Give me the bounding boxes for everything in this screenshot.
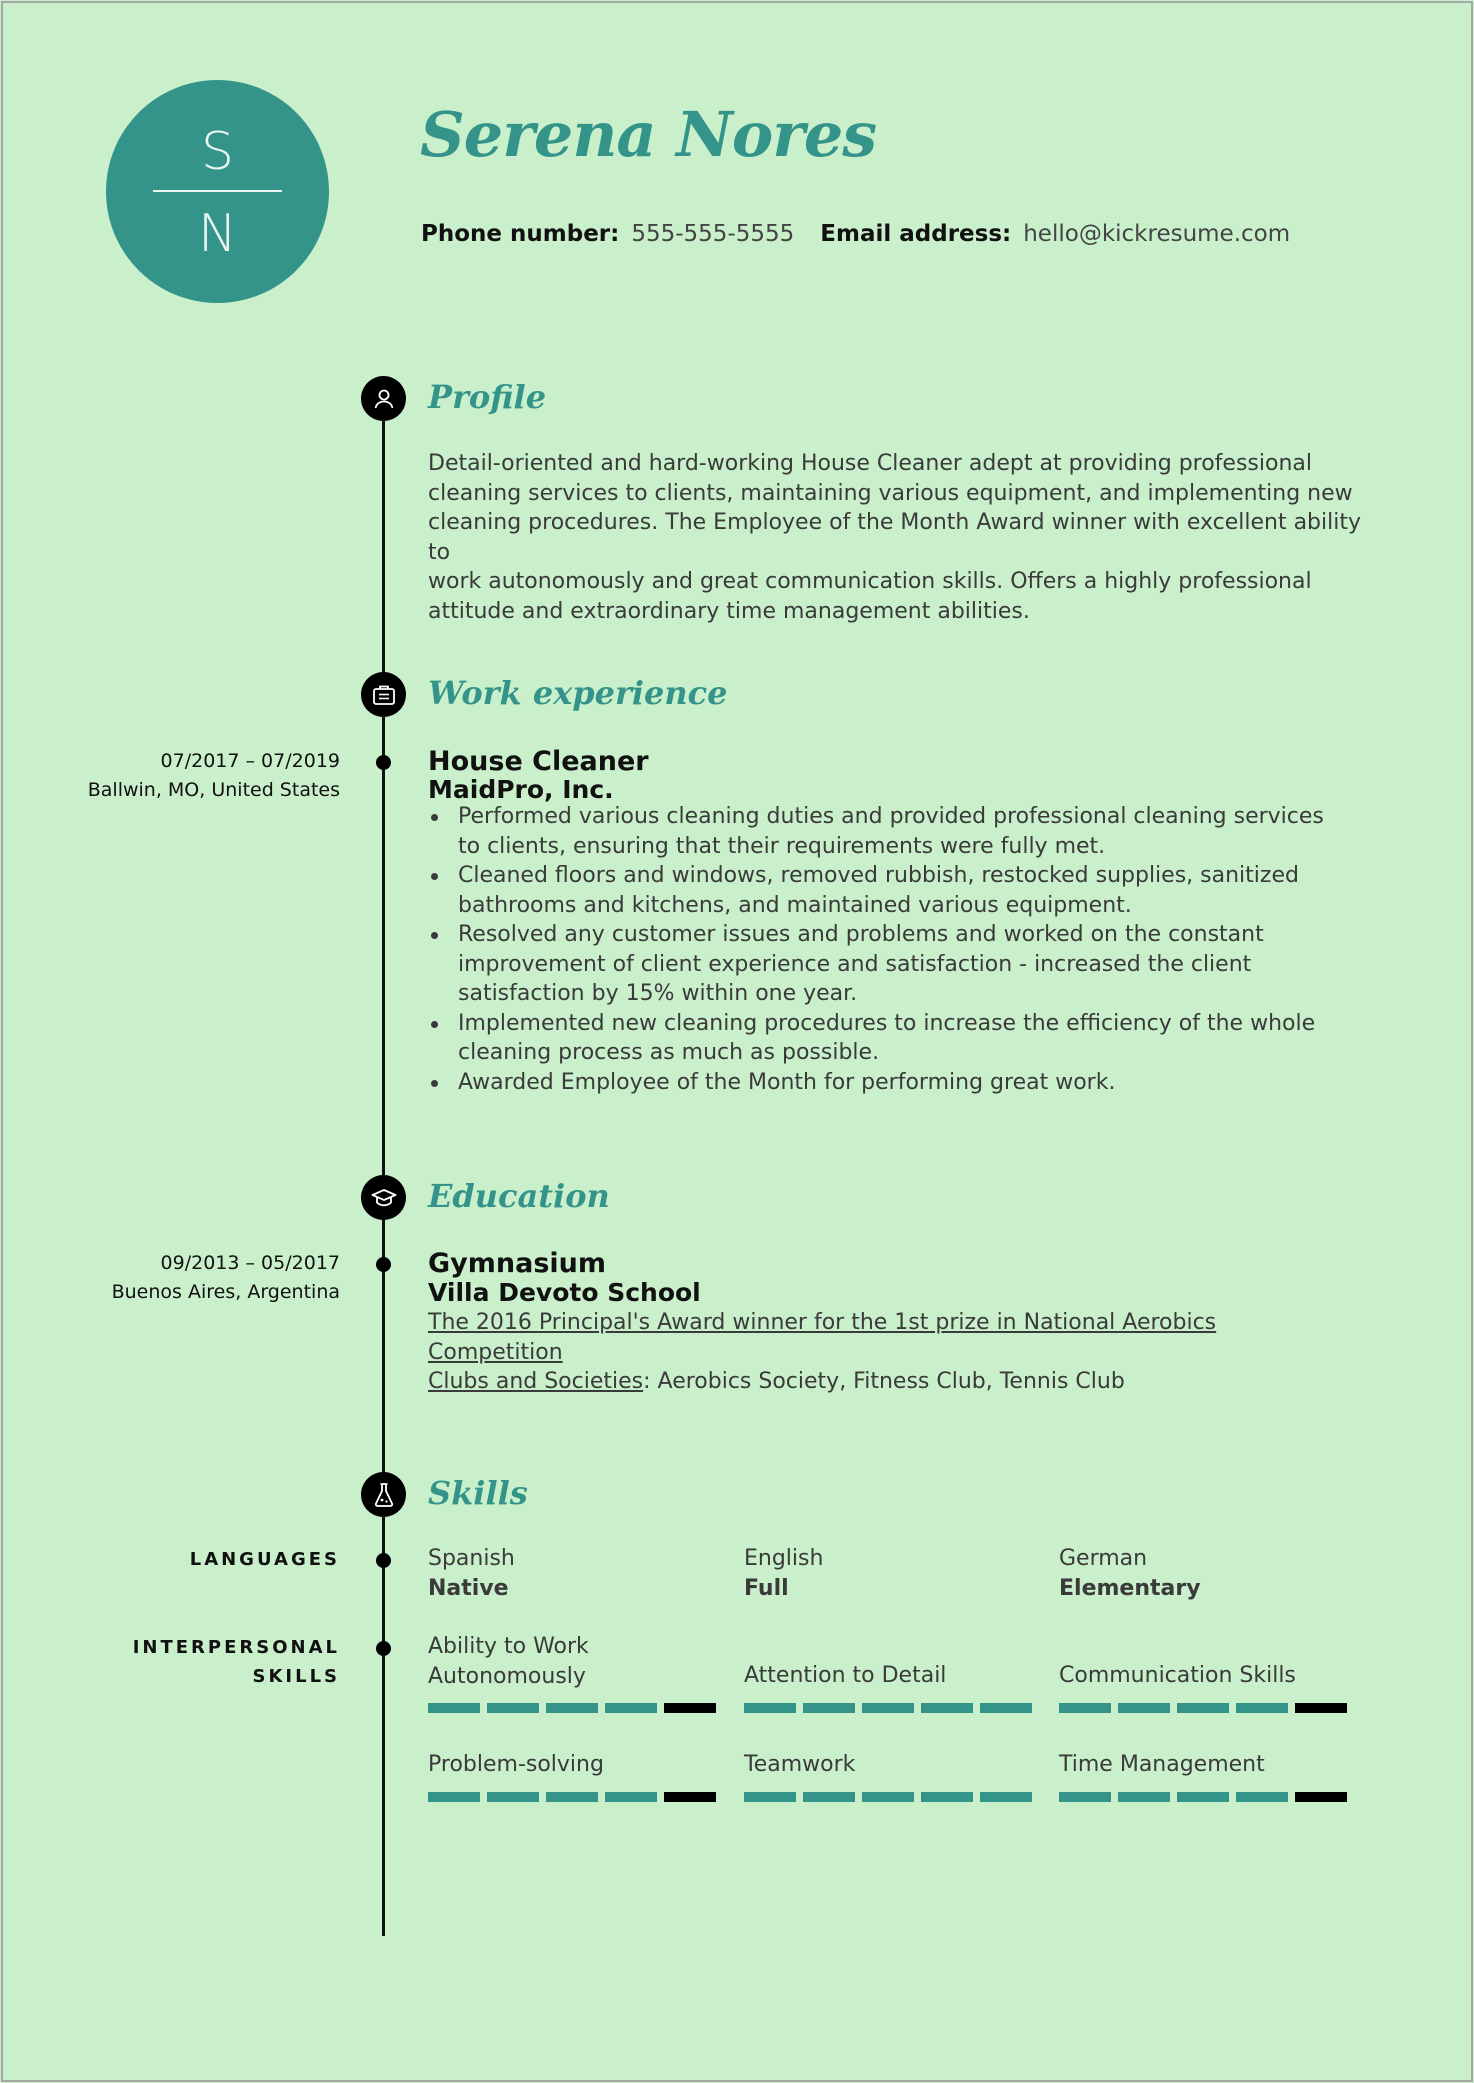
skill-rating-bar xyxy=(1059,1792,1359,1802)
skill-rating-bar xyxy=(1059,1703,1359,1713)
monogram-divider xyxy=(153,190,282,192)
profile-summary xyxy=(428,449,1378,626)
interpersonal-skills-label: INTERPERSONAL SKILLS xyxy=(132,1637,340,1687)
rating-segment xyxy=(546,1792,598,1802)
list-item: Performed various cleaning duties and provided professional cleaning services to clients, ensuring that their requirements were fully met. xyxy=(428,802,1328,861)
language-level: Native xyxy=(428,1575,509,1601)
education-dates: 09/2013 – 05/2017 xyxy=(160,1252,340,1274)
skill-item xyxy=(744,1661,1044,1713)
work-meta xyxy=(88,747,340,805)
education-degree: Gymnasium xyxy=(428,1248,607,1279)
skill-rating-bar xyxy=(428,1703,728,1713)
skill-rating-bar xyxy=(428,1792,728,1802)
profile-line: work autonomously and great communication skills. Offers a highly professional xyxy=(428,569,1312,594)
rating-segment xyxy=(605,1792,657,1802)
rating-segment xyxy=(428,1703,480,1713)
timeline-dot xyxy=(376,1553,391,1568)
language-name: German xyxy=(1059,1546,1148,1571)
rating-segment xyxy=(1236,1792,1288,1802)
monogram-initial-first: S xyxy=(200,122,234,182)
rating-segment xyxy=(1236,1703,1288,1713)
skill-name: Ability to Work xyxy=(428,1634,589,1659)
email-label: Email address: xyxy=(820,221,1012,247)
skill-item xyxy=(428,1632,728,1713)
rating-segment xyxy=(862,1792,914,1802)
monogram-initial-last: N xyxy=(198,204,237,264)
job-company: MaidPro, Inc. xyxy=(428,775,614,804)
rating-segment xyxy=(1177,1703,1229,1713)
timeline-dot xyxy=(376,1257,391,1272)
rating-segment xyxy=(744,1703,796,1713)
list-item: Resolved any customer issues and problems and worked on the constant improvement of client experience and satisfaction - increased the client satisfaction by 15% within one year. xyxy=(428,920,1328,1009)
profile-section-title: Profile xyxy=(428,378,547,416)
rating-segment xyxy=(428,1792,480,1802)
profile-line: cleaning services to clients, maintaining various equipment, and implementing new xyxy=(428,480,1353,506)
education-clubs xyxy=(428,1367,1328,1397)
candidate-name: Serena Nores xyxy=(420,98,877,171)
skill-name: Attention to Detail xyxy=(744,1663,947,1688)
email-value[interactable]: hello@kickresume.com xyxy=(1023,221,1291,247)
rating-segment xyxy=(1177,1792,1229,1802)
rating-segment xyxy=(487,1703,539,1713)
language-item xyxy=(1059,1544,1359,1603)
skill-name: Teamwork xyxy=(744,1752,856,1777)
education-meta xyxy=(112,1249,340,1307)
phone-label: Phone number: xyxy=(421,221,620,247)
language-item xyxy=(744,1544,1044,1603)
language-level: Elementary xyxy=(1059,1575,1201,1601)
education-details xyxy=(428,1308,1328,1397)
profile-line: Detail-oriented and hard-working House Cleaner adept at providing professional xyxy=(428,451,1312,476)
skill-item xyxy=(428,1750,728,1802)
list-item: Cleaned floors and windows, removed rubbish, restocked supplies, sanitized bathrooms and kitchens, and maintained various equipment. xyxy=(428,861,1328,920)
rating-segment xyxy=(1059,1792,1111,1802)
skills-section-title: Skills xyxy=(428,1474,528,1512)
language-name: English xyxy=(744,1546,824,1571)
rating-segment xyxy=(1118,1703,1170,1713)
rating-segment xyxy=(546,1703,598,1713)
languages-label: LANGUAGES xyxy=(189,1549,340,1570)
skill-rating-bar xyxy=(744,1792,1044,1802)
skill-item xyxy=(1059,1661,1359,1713)
work-bullets xyxy=(428,802,1328,1097)
profile-line: cleaning procedures. The Employee of the Month Award winner with excellent ability to xyxy=(428,510,1362,565)
list-item: Awarded Employee of the Month for performing great work. xyxy=(428,1068,1328,1098)
profile-line: attitude and extraordinary time management abilities. xyxy=(428,598,1030,624)
work-dates: 07/2017 – 07/2019 xyxy=(160,750,340,772)
skill-rating-bar xyxy=(744,1703,1044,1713)
rating-segment xyxy=(803,1703,855,1713)
job-title: House Cleaner xyxy=(428,746,649,777)
skill-name: Time Management xyxy=(1059,1752,1265,1777)
rating-segment xyxy=(862,1703,914,1713)
rating-segment xyxy=(664,1703,716,1713)
education-section-title: Education xyxy=(428,1177,610,1215)
work-section-title: Work experience xyxy=(428,674,728,712)
skill-name: Autonomously xyxy=(428,1663,586,1689)
timeline-dot xyxy=(376,755,391,770)
language-item xyxy=(428,1544,728,1603)
rating-segment xyxy=(921,1792,973,1802)
monogram-avatar xyxy=(106,80,329,303)
rating-segment xyxy=(744,1792,796,1802)
skill-item xyxy=(744,1750,1044,1802)
timeline-dot xyxy=(376,1641,391,1656)
rating-segment xyxy=(980,1792,1032,1802)
education-location: Buenos Aires, Argentina xyxy=(111,1281,340,1303)
phone-value: 555-555-5555 xyxy=(631,221,795,247)
rating-segment xyxy=(921,1703,973,1713)
work-briefcase-icon xyxy=(361,672,406,717)
rating-segment xyxy=(980,1703,1032,1713)
contact-info xyxy=(421,221,1290,247)
rating-segment xyxy=(1295,1792,1347,1802)
list-item: Implemented new cleaning procedures to increase the efficiency of the whole cleaning process as much as possible. xyxy=(428,1009,1328,1068)
rating-segment xyxy=(1059,1703,1111,1713)
rating-segment xyxy=(1295,1703,1347,1713)
education-award-line: Competition xyxy=(428,1339,563,1365)
skills-flask-icon xyxy=(361,1472,406,1517)
skill-name: Problem-solving xyxy=(428,1752,604,1777)
clubs-value: : Aerobics Society, Fitness Club, Tennis Club xyxy=(643,1369,1125,1394)
language-name: Spanish xyxy=(428,1546,515,1571)
education-graduation-cap-icon xyxy=(361,1175,406,1220)
rating-segment xyxy=(803,1792,855,1802)
language-level: Full xyxy=(744,1575,789,1601)
rating-segment xyxy=(487,1792,539,1802)
timeline-line xyxy=(382,398,385,1936)
rating-segment xyxy=(664,1792,716,1802)
work-location: Ballwin, MO, United States xyxy=(87,779,340,801)
education-award-line: The 2016 Principal's Award winner for the 1st prize in National Aerobics xyxy=(428,1310,1217,1335)
education-school: Villa Devoto School xyxy=(428,1278,701,1307)
skill-name: Communication Skills xyxy=(1059,1663,1296,1688)
skill-item xyxy=(1059,1750,1359,1802)
rating-segment xyxy=(605,1703,657,1713)
rating-segment xyxy=(1118,1792,1170,1802)
clubs-label: Clubs and Societies xyxy=(428,1369,644,1394)
profile-user-icon xyxy=(361,376,406,421)
